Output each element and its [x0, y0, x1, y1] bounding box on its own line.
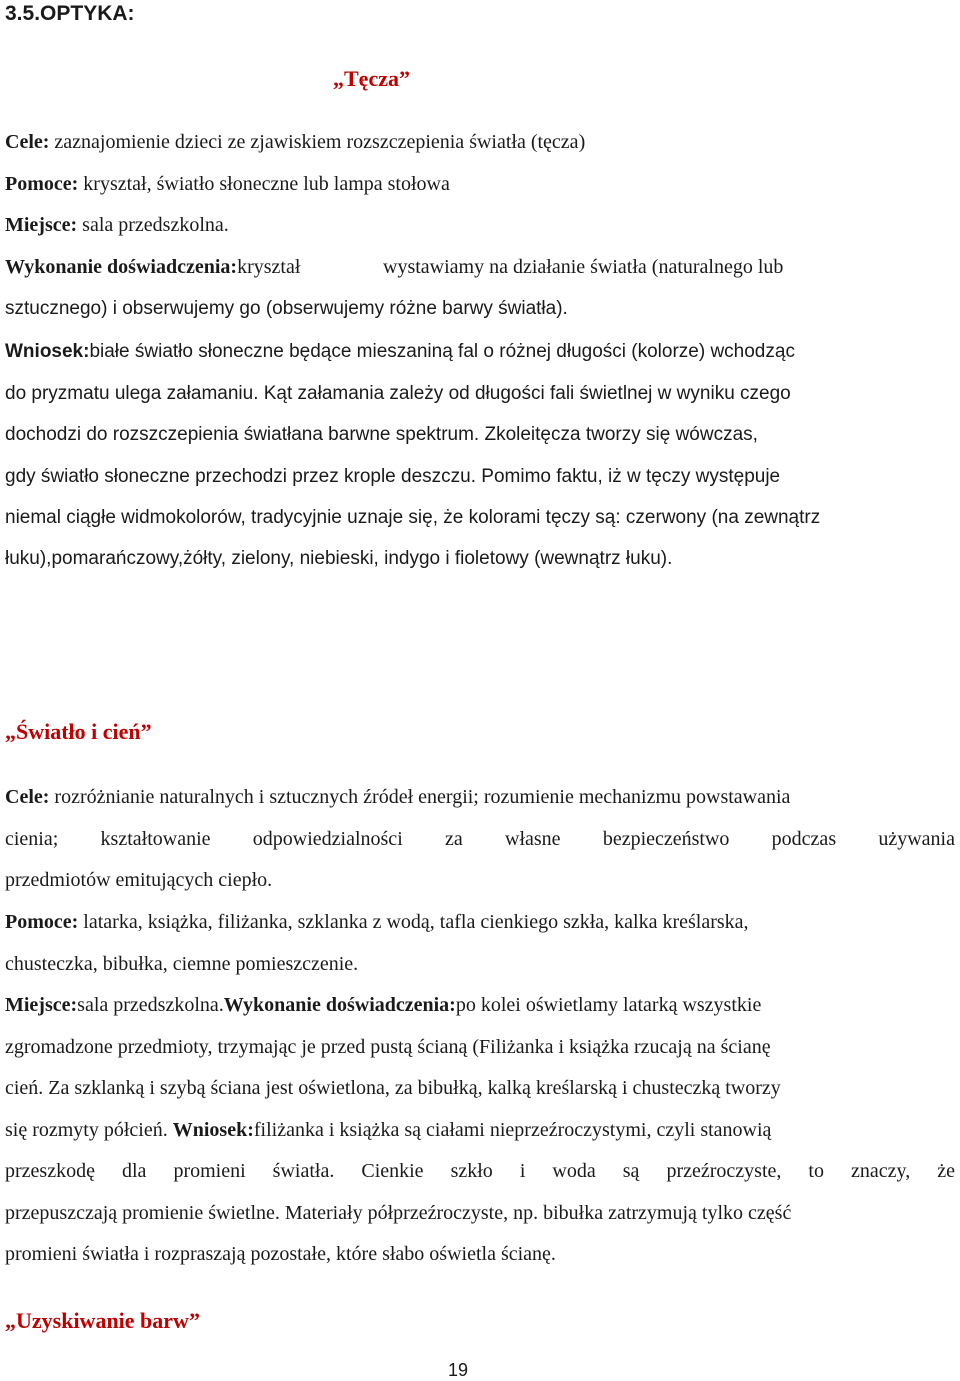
wniosek-label: Wniosek:	[5, 341, 90, 362]
wykonanie-label: Wykonanie doświadczenia:	[5, 256, 238, 278]
wykonanie2-line-3: cień. Za szklanką i szybą ściana jest oświetlona, za bibułką, kalką kreślarską i chusteczką tworzy	[5, 1077, 781, 1099]
wniosek-line-4: gdy światło słoneczne przechodzi przez krople deszczu. Pomimo faktu, iż w tęczy występuje	[5, 466, 781, 487]
wykonanie2-label: Wykonanie doświadczenia:	[223, 994, 456, 1016]
miejsce2-label: Miejsce:	[5, 994, 78, 1016]
miejsce2-line	[5, 994, 761, 1017]
section-header: 3.5.OPTYKA:	[5, 2, 135, 25]
cele2-line-2: cienia; kształtowanie odpowiedzialności za własne bezpieczeństwo podczas używania	[5, 828, 955, 850]
pomoce2-text: latarka, książka, filiżanka, szklanka z wodą, tafla cienkiego szkła, kalka kreślarska,	[78, 911, 749, 933]
miejsce-label: Miejsce:	[5, 214, 78, 236]
wniosek-line-2: do pryzmatu ulega załamaniu. Kąt załamania zależy od długości fali świetlnej w wyniku czego	[5, 383, 791, 404]
wniosek-line-6: łuku),pomarańczowy,żółty, zielony, niebieski, indygo i fioletowy (wewnątrz łuku).	[5, 548, 673, 569]
wniosek2-line-6: przepuszczają promienie świetlne. Materiały półprzeźroczyste, np. bibułka zatrzymują tylko część	[5, 1202, 792, 1224]
cele2-line-3: przedmiotów emitujących ciepło.	[5, 869, 273, 891]
wniosek-line-1	[5, 341, 795, 363]
cele2-label: Cele:	[5, 786, 50, 808]
miejsce2-text: sala przedszkolna.	[77, 994, 224, 1016]
wniosek-line-5: niemal ciągłe widmokolorów, tradycyjnie uznaje się, że kolorami tęczy są: czerwony (na zewnątrz	[5, 507, 821, 528]
cele2-line-1	[5, 786, 790, 809]
wykonanie-line-1	[5, 256, 784, 279]
section-title-tecza: „Tęcza”	[333, 66, 410, 91]
miejsce-text: sala przedszkolna.	[77, 214, 229, 236]
cele-label: Cele:	[5, 131, 50, 153]
pomoce-text: kryształ, światło słoneczne lub lampa stołowa	[78, 173, 450, 195]
cele2-text: rozróżnianie naturalnych i sztucznych źródeł energii; rozumienie mechanizmu powstawania	[49, 786, 791, 808]
wykonanie-line-2: sztucznego) i obserwujemy go (obserwujemy różne barwy światła).	[5, 298, 568, 319]
miejsce-line	[5, 214, 229, 237]
pomoce2-line-2: chusteczka, bibułka, ciemne pomieszczenie.	[5, 953, 359, 975]
pomoce-label: Pomoce:	[5, 173, 79, 195]
pomoce-line	[5, 173, 450, 196]
wniosek-line-3: dochodzi do rozszczepienia światłana barwne spektrum. Zkoleitęcza tworzy się wówczas,	[5, 424, 758, 445]
cele-line	[5, 131, 585, 154]
wykonanie2-text: po kolei oświetlamy latarką wszystkie	[455, 994, 762, 1016]
wykonanie-text-a: kryształ	[237, 256, 301, 278]
wykonanie2-line-4	[5, 1119, 771, 1142]
cele-text: zaznajomienie dzieci ze zjawiskiem rozszczepienia światła (tęcza)	[54, 131, 586, 153]
page-number: 19	[448, 1360, 469, 1380]
wniosek-text: białe światło słoneczne będące mieszaniną fal o różnej długości (kolorze) wchodząc	[89, 341, 795, 362]
section-title-uzyskiwanie-barw: „Uzyskiwanie barw”	[5, 1308, 200, 1333]
wniosek2-label: Wniosek:	[172, 1119, 254, 1141]
pomoce2-label: Pomoce:	[5, 911, 79, 933]
wniosek2-line-5: przeszkodę dla promieni światła. Cienkie szkło i woda są przeźroczyste, to znaczy, że	[5, 1160, 955, 1182]
wniosek2-text: filiżanka i książka są ciałami nieprzeźroczystymi, czyli stanowią	[253, 1119, 772, 1141]
wykonanie-text-b: wystawiamy na działanie światła (naturalnego lub	[383, 256, 784, 278]
pomoce2-line-1	[5, 911, 749, 934]
wykonanie2-text-end: się rozmyty półcień.	[5, 1119, 168, 1141]
wykonanie2-line-2: zgromadzone przedmioty, trzymając je przed pustą ścianą (Filiżanka i książka rzucają na ścianę	[5, 1036, 771, 1058]
wniosek2-line-7: promieni światła i rozpraszają pozostałe, które słabo oświetla ścianę.	[5, 1243, 556, 1265]
section-title-swiatlo-i-cien: „Światło i cień”	[5, 719, 152, 744]
